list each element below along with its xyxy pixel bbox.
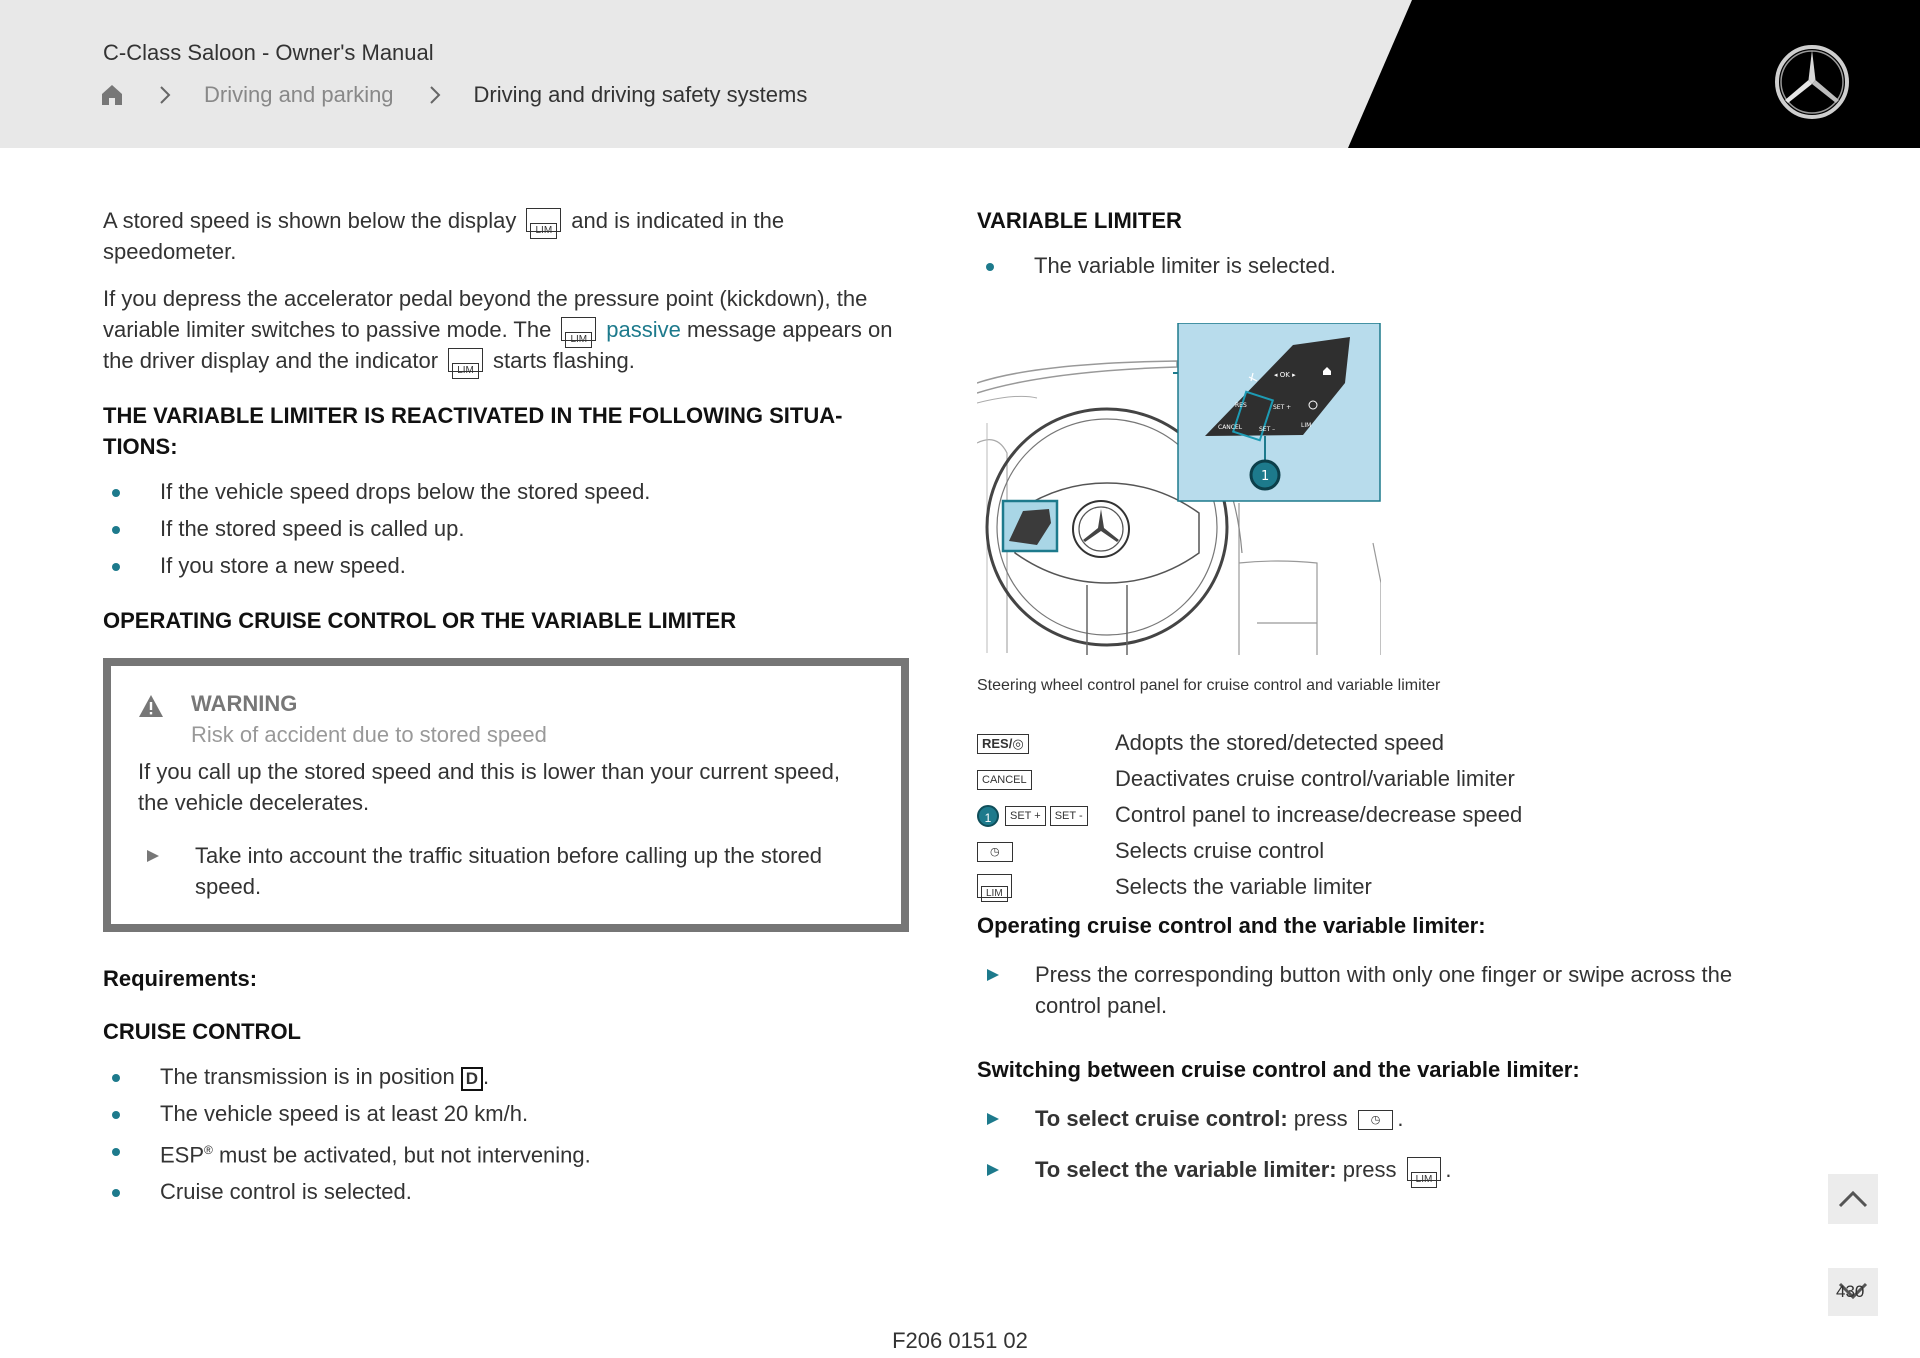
legend-text: Adopts the stored/detected speed: [1115, 730, 1445, 755]
lim-button-icon: [977, 874, 1012, 898]
figure-lim-label: LIM: [1301, 422, 1312, 429]
legend-row: [977, 797, 1522, 833]
registered-mark: ®: [204, 1143, 213, 1157]
switch-lim-step: [977, 1154, 1777, 1185]
triangle-right-icon: [146, 849, 160, 863]
bullet-icon: [112, 1111, 120, 1119]
text: ESP: [160, 1142, 205, 1168]
steering-wheel-illustration: [977, 323, 1381, 655]
heading-reactivated: THE VARIABLE LIMITER IS REACTIVATED IN THE FOLLOWING SITUA-TIONS:: [103, 403, 843, 459]
legend-icon-cell: [977, 833, 1115, 869]
steering-wheel-figure: [977, 323, 1381, 655]
operating-step: [977, 959, 1777, 1021]
figure-cancel-label: CANCEL: [1218, 424, 1243, 431]
warning-subtitle: Risk of accident due to stored speed: [191, 722, 547, 747]
text: A stored speed is shown below the display: [103, 208, 517, 233]
figure-res-label: RES: [1235, 402, 1247, 409]
legend-icon-cell: [977, 725, 1115, 761]
lim-indicator-icon: [448, 348, 483, 377]
header-black-panel: [0, 0, 1920, 148]
text: .: [1445, 1157, 1452, 1182]
heading-cruise-control: CRUISE CONTROL: [103, 1019, 301, 1044]
text: If you store a new speed.: [160, 553, 406, 578]
legend-icon-cell: [977, 797, 1115, 833]
bullet-icon: [112, 563, 120, 571]
figure-caption: Steering wheel control panel for cruise control and variable limiter: [977, 677, 1441, 694]
bullet-icon: [112, 1189, 120, 1197]
breadcrumb-current: Driving and driving safety systems: [473, 82, 808, 107]
warning-box: [103, 658, 909, 932]
chevron-right-icon: [154, 84, 176, 106]
set-plus-button-icon: SET +: [1005, 806, 1046, 826]
callout-1-icon: 1: [977, 805, 999, 827]
list-item: [103, 1098, 909, 1129]
list-item: [103, 513, 909, 544]
list-item: [103, 1061, 909, 1092]
lim-button-icon: [561, 317, 596, 346]
warning-title: WARNING: [191, 691, 298, 716]
variable-limiter-list: [977, 250, 1777, 281]
requirements-label: Requirements:: [103, 966, 258, 991]
text: To select cruise control:: [1035, 1106, 1288, 1131]
legend-text: Selects the variable limiter: [1115, 874, 1372, 899]
legend-text: Deactivates cruise control/variable limiter: [1115, 766, 1515, 791]
legend-text: Control panel to increase/decrease speed: [1115, 802, 1523, 827]
res-label: RES/: [982, 736, 1013, 752]
right-column: [977, 205, 1777, 1205]
figure-set-plus-label: SET +: [1273, 404, 1292, 411]
text: starts flashing.: [493, 348, 635, 373]
breadcrumb-driving-and-parking[interactable]: Driving and parking: [204, 82, 394, 107]
text: If the vehicle speed drops below the stored speed.: [160, 479, 651, 504]
lim-label: LIM: [981, 886, 1008, 902]
triangle-right-icon: [986, 1163, 1000, 1177]
chevron-right-icon: [424, 84, 446, 106]
text: The variable limiter is selected.: [1034, 253, 1337, 278]
reactivated-list: [103, 476, 909, 581]
gear-d-icon: D: [461, 1067, 483, 1091]
switch-cruise-step: [977, 1103, 1777, 1134]
triangle-right-icon: [986, 1112, 1000, 1126]
legend-row: [977, 761, 1522, 797]
warning-header: [138, 688, 871, 750]
heading-variable-limiter: VARIABLE LIMITER: [977, 208, 1182, 233]
warning-step: [138, 840, 871, 902]
text: must be activated, but not intervening.: [212, 1142, 591, 1168]
triangle-right-icon: [986, 968, 1000, 982]
text: If the stored speed is called up.: [160, 516, 465, 541]
text: press: [1342, 1157, 1397, 1182]
list-item: [977, 250, 1777, 281]
passive-message: passive: [606, 317, 681, 342]
lim-label: LIM: [565, 332, 592, 348]
figure-set-minus-label: SET –: [1259, 426, 1276, 433]
chevron-up-icon: [1828, 1174, 1878, 1224]
figure-code: F206 0151 02: [892, 1328, 1028, 1353]
doc-title: C-Class Saloon - Owner's Manual: [103, 40, 434, 65]
text: press: [1293, 1106, 1348, 1131]
legend-row: [977, 869, 1522, 905]
text: Cruise control is selected.: [160, 1179, 412, 1205]
legend-icon-cell: [977, 869, 1115, 905]
legend-row: [977, 833, 1522, 869]
stored-speed-paragraph: [103, 205, 909, 267]
page-header: [0, 0, 1920, 148]
legend-row: [977, 725, 1522, 761]
lim-label: LIM: [530, 223, 557, 239]
button-legend: [977, 725, 1522, 905]
page-number: 430: [1836, 1282, 1865, 1301]
lim-label: LIM: [452, 363, 479, 379]
list-item: [103, 550, 909, 581]
bullet-icon: [112, 1148, 120, 1156]
text: and is indicated in the speedometer.: [103, 208, 785, 264]
warning-triangle-icon: [138, 694, 164, 718]
bullet-icon: [112, 489, 120, 497]
lim-label: LIM: [1411, 1172, 1438, 1188]
heading-operating: OPERATING CRUISE CONTROL OR THE VARIABLE LIMITER: [103, 608, 737, 633]
heading-switching: Switching between cruise control and the variable limiter:: [977, 1057, 1580, 1082]
list-item: [103, 1176, 909, 1207]
text: .: [1397, 1106, 1404, 1131]
legend-icon-cell: [977, 761, 1115, 797]
res-button-icon: RES/◎: [977, 734, 1029, 754]
text: The transmission is in position: [160, 1064, 455, 1089]
list-item: [103, 1135, 909, 1170]
bullet-icon: [112, 1074, 120, 1082]
figure-callout-number: 1: [1261, 469, 1270, 484]
breadcrumb: [100, 82, 807, 108]
left-column: [103, 205, 909, 1213]
cruise-control-icon: ◷: [1358, 1110, 1394, 1130]
bullet-icon: [986, 263, 994, 271]
text: To select the variable limiter:: [1035, 1157, 1337, 1182]
text: .: [482, 1064, 490, 1089]
text: message appears on the driver display and the indicator: [103, 317, 893, 373]
mercedes-star-logo: [1774, 44, 1850, 120]
bullet-icon: [112, 526, 120, 534]
figure-ok-label: ◂ OK ▸: [1274, 371, 1296, 379]
text: Press the corresponding button with only one finger or swipe across the control panel.: [1035, 962, 1733, 1018]
heading-operating-cruise: Operating cruise control and the variable limiter:: [977, 913, 1486, 938]
cancel-button-icon: CANCEL: [977, 770, 1032, 790]
lim-button-icon: [1407, 1157, 1442, 1186]
scroll-to-top-button[interactable]: [1828, 1174, 1878, 1224]
list-item: [103, 476, 909, 507]
text: If you depress the accelerator pedal beyond the pressure point (kickdown), the variable limiter switches to passive mode. The: [103, 286, 868, 342]
home-icon[interactable]: [100, 83, 124, 107]
warning-text: If you call up the stored speed and this is lower than your current speed, the vehicle decelerates.: [138, 759, 840, 815]
set-minus-button-icon: SET -: [1050, 806, 1088, 826]
text: The vehicle speed is at least 20 km/h.: [160, 1101, 529, 1126]
cruise-control-icon: ◷: [977, 842, 1013, 862]
text: Take into account the traffic situation before calling up the stored speed.: [195, 843, 822, 899]
legend-text: Selects cruise control: [1115, 838, 1325, 863]
lim-button-icon: [526, 208, 561, 237]
kickdown-paragraph: [103, 283, 909, 376]
cruise-requirements-list: [103, 1061, 909, 1207]
